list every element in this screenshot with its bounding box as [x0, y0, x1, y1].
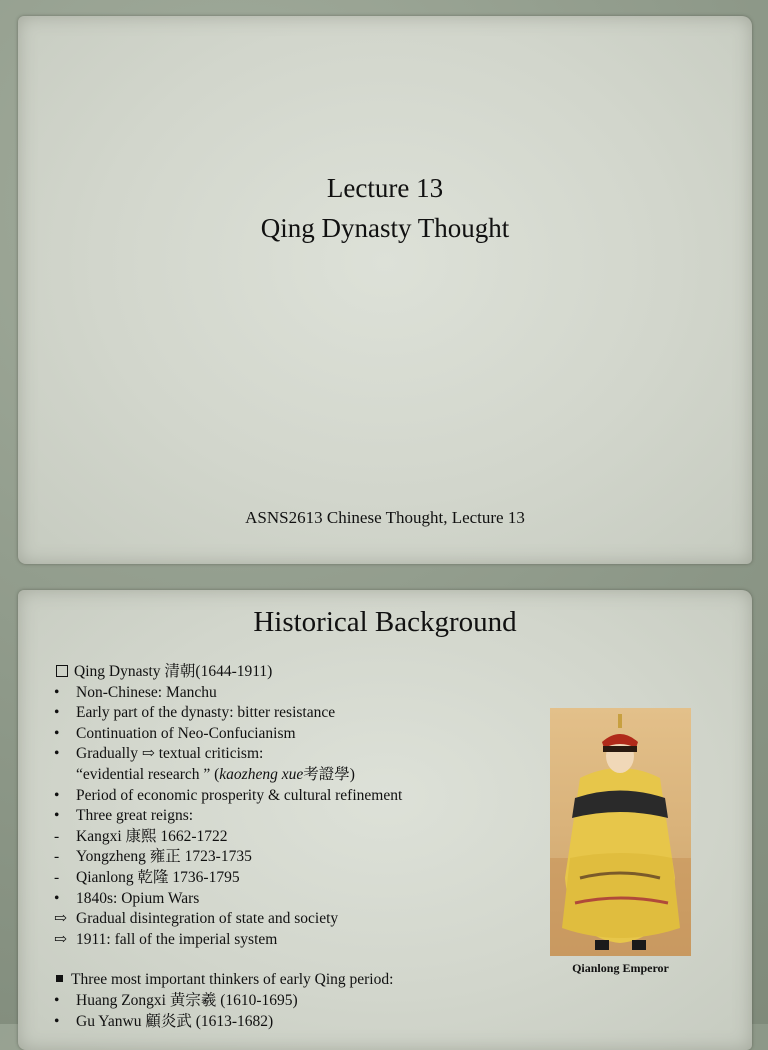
list-item: Qing Dynasty 清朝(1644-1911)	[54, 662, 554, 683]
list-item: • Gu Yanwu 顧炎武 (1613-1682)	[54, 1012, 274, 1030]
list-item: • 1840s: Opium Wars	[54, 889, 200, 907]
list-item: - Qianlong 乾隆 1736-1795	[54, 868, 240, 886]
lecture-title	[18, 168, 752, 248]
list-gap	[54, 950, 554, 970]
emperor-portrait	[550, 708, 691, 956]
list-item: • Huang Zongxi 黄宗羲 (1610-1695)	[54, 991, 298, 1009]
list-item: “evidential research ” (kaozheng xue考證學)	[76, 765, 355, 783]
list-item: ⇨ Gradual disintegration of state and society	[54, 910, 339, 928]
square-bullet-icon	[56, 975, 63, 982]
list-item: ⇨ 1911: fall of the imperial system	[54, 930, 278, 948]
slide-title: Historical Background	[253, 606, 517, 638]
bullet-list	[54, 662, 554, 1032]
portrait-caption: Qianlong Emperor	[572, 961, 669, 975]
checkbox-bullet-icon	[56, 665, 68, 677]
list-item: • Period of economic prosperity & cultural refinement	[54, 786, 403, 804]
lecture-number: Lecture 13	[326, 173, 444, 203]
list-item: • Three great reigns:	[54, 807, 194, 825]
list-item: - Kangxi 康熙 1662-1722	[54, 827, 228, 845]
list-item: • Early part of the dynasty: bitter resistance	[54, 704, 336, 722]
course-footer: ASNS2613 Chinese Thought, Lecture 13	[245, 508, 525, 527]
list-item: • Non-Chinese: Manchu	[54, 683, 217, 701]
list-item: - Yongzheng 雍正 1723-1735	[54, 848, 252, 866]
list-item: Three most important thinkers of early Qing period:	[54, 970, 554, 991]
title-slide	[18, 16, 752, 564]
historical-background-slide	[18, 590, 752, 1050]
list-item: • Continuation of Neo-Confucianism	[54, 724, 296, 742]
portrait-illustration	[550, 708, 691, 956]
lecture-topic: Qing Dynasty Thought	[260, 213, 510, 243]
list-item: • Gradually ⇨ textual criticism:	[54, 745, 264, 763]
